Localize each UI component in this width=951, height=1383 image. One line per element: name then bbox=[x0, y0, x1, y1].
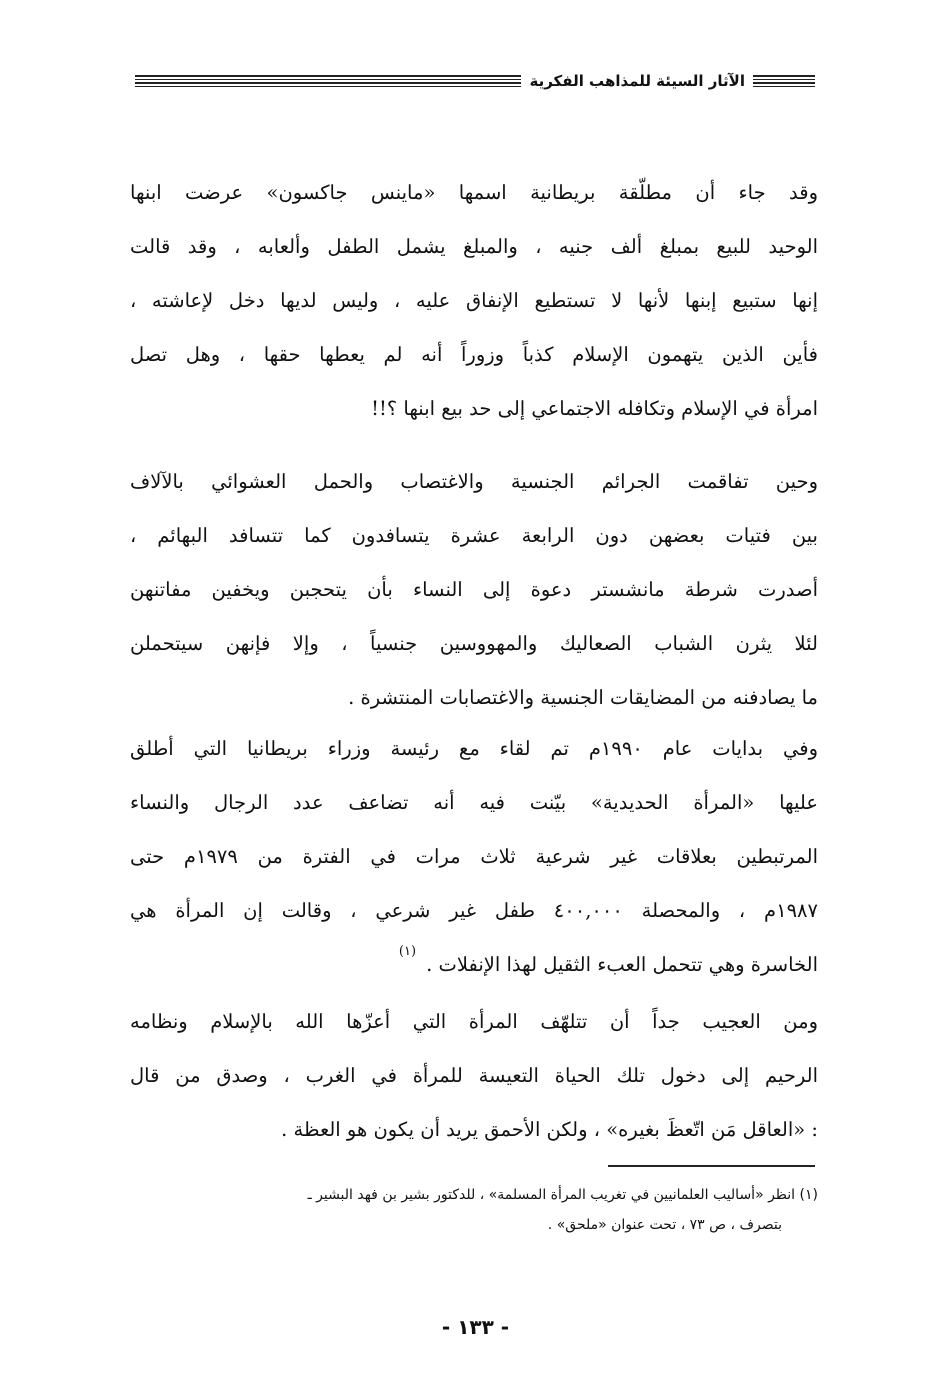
running-header bbox=[135, 66, 815, 96]
paragraph-line: المرتبطين بعلاقات غير شرعية ثلاث مرات في الفترة من ١٩٧٩م حتى bbox=[130, 845, 818, 868]
paragraph-line: عليها «المرأة الحديدية» بيّنت فيه أنه تضاعف عدد الرجال والنساء bbox=[130, 791, 818, 814]
paragraph-line: : «العاقل مَن اتّعظَ بغيره» ، ولكن الأحمق يريد أن يكون هو العظة . bbox=[281, 1118, 818, 1141]
footnote-line: بتصرف ، ص ٧٣ ، تحت عنوان «ملحق» . bbox=[547, 1217, 782, 1233]
paragraph-3 bbox=[130, 722, 818, 995]
paragraph-line: ومن العجيب جداً أن تتلهّف المرأة التي أعزّها الله بالإسلام ونظامه bbox=[130, 1010, 818, 1033]
paragraph-1 bbox=[130, 166, 818, 436]
paragraph-line: الوحيد للبيع بمبلغ ألف جنيه ، والمبلغ يشمل الطفل وألعابه ، وقد قالت bbox=[130, 235, 818, 258]
paragraph-line: إنها ستبيع إبنها لأنها لا تستطيع الإنفاق عليه ، وليس لديها دخل لإعاشته ، bbox=[130, 289, 818, 312]
paragraph-line: ١٩٨٧م ، والمحصلة ٤٠٠,٠٠٠ طفل غير شرعي ، وقالت إن المرأة هي bbox=[130, 899, 818, 922]
paragraph-line: الخاسرة وهي تتحمل العبء الثقيل لهذا الإنفلات . bbox=[426, 953, 818, 976]
paragraph-line: بين فتيات بعضهن دون الرابعة عشرة يتسافدون كما تتسافد البهائم ، bbox=[130, 524, 818, 547]
paragraph-line: وقد جاء أن مطلّقة بريطانية اسمها «ماينس جاكسون» عرضت ابنها bbox=[130, 181, 818, 204]
header-rule-left bbox=[135, 75, 521, 87]
footnote-marker: (١) bbox=[398, 944, 417, 959]
paragraph-line: فأين الذين يتهمون الإسلام كذباً وزوراً أنه لم يعطها حقها ، وهل تصل bbox=[130, 343, 818, 366]
header-title: الآثار السيئة للمذاهب الفكرية bbox=[529, 72, 745, 90]
footnote-line: (١) انظر «أساليب العلمانيين في تغريب المرأة المسلمة» ، للدكتور بشير بن فهد البشير ـ bbox=[307, 1187, 818, 1203]
paragraph-line-with-footnote bbox=[130, 938, 818, 995]
paragraph-line: امرأة في الإسلام وتكافله الاجتماعي إلى حد بيع ابنها ؟!! bbox=[371, 397, 818, 420]
header-rule-right bbox=[753, 75, 815, 87]
paragraph-line: أصدرت شرطة مانشستر دعوة إلى النساء بأن يتحجبن ويخفين مفاتنهن bbox=[130, 578, 818, 601]
paragraph-line: وفي بدايات عام ١٩٩٠م تم لقاء مع رئيسة وزراء بريطانيا التي أطلق bbox=[130, 737, 818, 760]
footnote bbox=[130, 1180, 818, 1240]
paragraph-line: لئلا يثرن الشباب الصعاليك والمهووسين جنسياً ، وإلا فإنهن سيتحملن bbox=[130, 632, 818, 655]
paragraph-2 bbox=[130, 455, 818, 725]
paragraph-line: الرحيم إلى دخول تلك الحياة التعيسة للمرأة في الغرب ، وصدق من قال bbox=[130, 1064, 818, 1087]
paragraph-line: ما يصادفنه من المضايقات الجنسية والاغتصابات المنتشرة . bbox=[348, 686, 818, 709]
paragraph-4 bbox=[130, 995, 818, 1157]
page-number: - ١٣٣ - bbox=[441, 1315, 510, 1339]
paragraph-line: وحين تفاقمت الجرائم الجنسية والاغتصاب والحمل العشوائي بالآلاف bbox=[130, 470, 818, 493]
footnote-divider bbox=[608, 1165, 815, 1167]
